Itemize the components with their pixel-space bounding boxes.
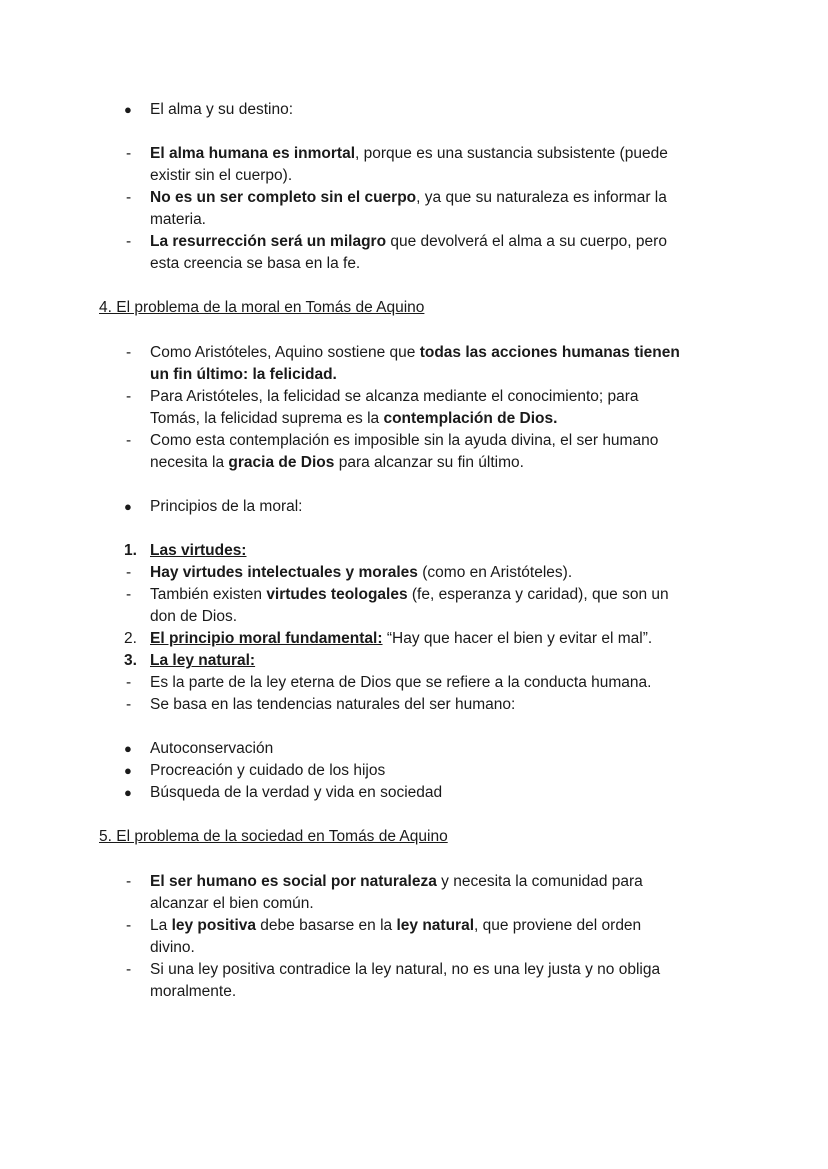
list-item xyxy=(0,187,828,209)
text-run: Tomás, la felicidad suprema es la xyxy=(150,410,384,427)
text-run: alcanzar el bien común. xyxy=(150,895,314,912)
list-item-text xyxy=(150,650,255,672)
list-item-text xyxy=(150,408,557,430)
text-run: Como esta contemplación es imposible sin la ayuda divina, el ser humano xyxy=(150,432,659,449)
dash-marker: - xyxy=(126,873,132,890)
list-item-text xyxy=(150,187,667,209)
dash-marker: - xyxy=(126,674,132,691)
text-run: que devolverá el alma a su cuerpo, pero xyxy=(386,233,667,250)
bullet-marker: ● xyxy=(124,763,132,778)
subheading-ley-natural: La ley natural: xyxy=(150,652,256,669)
text-run: Es la parte de la ley eterna de Dios que se refiere a la conducta humana. xyxy=(150,674,652,691)
bold-text: ley natural xyxy=(396,917,474,934)
list-item xyxy=(0,871,828,893)
list-item xyxy=(0,99,828,121)
list-item-continuation xyxy=(0,452,828,474)
bullet-marker: ● xyxy=(124,741,132,756)
subheading-principio: El principio moral fundamental: xyxy=(150,630,383,647)
text-run: necesita la xyxy=(150,454,229,471)
text-run: existir sin el cuerpo). xyxy=(150,167,293,184)
list-item xyxy=(0,959,828,981)
list-item-text xyxy=(150,871,643,893)
text-run: “Hay que hacer el bien y evitar el mal”. xyxy=(382,630,653,647)
dash-marker: - xyxy=(126,696,132,713)
dash-marker: - xyxy=(126,189,132,206)
bold-text: un fin último: la felicidad. xyxy=(150,366,337,383)
list-item xyxy=(0,231,828,253)
text-run: Se basa en las tendencias naturales del ser humano: xyxy=(150,696,516,713)
bullet-title-principios: Principios de la moral: xyxy=(150,498,303,515)
bold-text: contemplación de Dios. xyxy=(383,410,558,427)
text-run: para alcanzar su fin último. xyxy=(334,454,524,471)
bold-text: El ser humano es social por naturaleza xyxy=(150,873,437,890)
text-run: esta creencia se basa en la fe. xyxy=(150,255,361,272)
list-item xyxy=(0,694,828,716)
bold-text: todas las acciones humanas tienen xyxy=(419,344,680,361)
text-run: moralmente. xyxy=(150,983,237,1000)
list-item-continuation xyxy=(0,253,828,275)
text-run: debe basarse en la xyxy=(256,917,397,934)
dash-marker: - xyxy=(126,233,132,250)
list-item-continuation xyxy=(0,364,828,386)
list-item-text xyxy=(150,143,668,165)
list-item-continuation xyxy=(0,165,828,187)
text-run: divino. xyxy=(150,939,195,956)
dash-marker: - xyxy=(126,564,132,581)
dash-marker: - xyxy=(126,432,132,449)
list-item-text xyxy=(150,584,669,606)
list-item-text xyxy=(150,628,652,650)
subheading-virtudes: Las virtudes: xyxy=(150,542,247,559)
list-item xyxy=(0,562,828,584)
dash-marker: - xyxy=(126,388,132,405)
list-item-continuation xyxy=(0,981,828,1003)
list-item-text xyxy=(150,364,337,386)
list-item xyxy=(0,760,828,782)
number-marker: 2. xyxy=(124,630,137,647)
list-item xyxy=(0,386,828,408)
section-heading-4 xyxy=(0,297,828,319)
list-item-continuation xyxy=(0,893,828,915)
text-run: La xyxy=(150,917,172,934)
text-run: (como en Aristóteles). xyxy=(417,564,573,581)
numbered-item xyxy=(0,650,828,672)
number-marker: 1. xyxy=(124,542,137,559)
text-run: Como Aristóteles, Aquino sostiene que xyxy=(150,344,420,361)
bullet-marker: ● xyxy=(124,785,132,800)
list-item xyxy=(0,738,828,760)
heading-text: 4. El problema de la moral en Tomás de Aquino xyxy=(99,299,425,316)
bullet-marker: ● xyxy=(124,499,132,514)
text-run: materia. xyxy=(150,211,206,228)
text-run: (fe, esperanza y caridad), que son un xyxy=(407,586,669,603)
numbered-item xyxy=(0,540,828,562)
list-item xyxy=(0,782,828,804)
list-item-text xyxy=(150,540,246,562)
text-run: También existen xyxy=(150,586,267,603)
dash-marker: - xyxy=(126,586,132,603)
bold-text: No es un ser completo sin el cuerpo xyxy=(150,189,417,206)
bold-text: La resurrección será un milagro xyxy=(150,233,387,250)
list-item-continuation xyxy=(0,937,828,959)
list-item-text xyxy=(150,562,572,584)
bold-text: Hay virtudes intelectuales y morales xyxy=(150,564,418,581)
list-item-text xyxy=(150,452,524,474)
list-item-text xyxy=(150,915,641,937)
text-run: , porque es una sustancia subsistente (puede xyxy=(355,145,668,162)
list-item-text xyxy=(150,231,667,253)
bullet-marker: ● xyxy=(124,102,132,117)
list-item xyxy=(0,430,828,452)
dash-marker: - xyxy=(126,344,132,361)
bullet-title-alma: El alma y su destino: xyxy=(150,101,294,118)
number-marker: 3. xyxy=(124,652,137,669)
tendency-item: Procreación y cuidado de los hijos xyxy=(150,762,386,779)
list-item xyxy=(0,672,828,694)
heading-text: 5. El problema de la sociedad en Tomás de Aquino xyxy=(99,828,448,845)
bold-text: gracia de Dios xyxy=(228,454,335,471)
list-item xyxy=(0,143,828,165)
bold-text: ley positiva xyxy=(171,917,256,934)
list-item xyxy=(0,496,828,518)
tendency-item: Autoconservación xyxy=(150,740,274,757)
dash-marker: - xyxy=(126,961,132,978)
text-run: , que proviene del orden xyxy=(474,917,642,934)
text-run: y necesita la comunidad para xyxy=(436,873,643,890)
tendency-item: Búsqueda de la verdad y vida en sociedad xyxy=(150,784,443,801)
list-item-text xyxy=(150,342,680,364)
list-item-continuation xyxy=(0,408,828,430)
section-heading-5 xyxy=(0,826,828,848)
dash-marker: - xyxy=(126,145,132,162)
numbered-item xyxy=(0,628,828,650)
list-item xyxy=(0,342,828,364)
bold-text: El alma humana es inmortal xyxy=(150,145,356,162)
list-item xyxy=(0,915,828,937)
text-run: Si una ley positiva contradice la ley natural, no es una ley justa y no obliga xyxy=(150,961,661,978)
text-run: , ya que su naturaleza es informar la xyxy=(416,189,667,206)
list-item-continuation xyxy=(0,606,828,628)
bold-text: virtudes teologales xyxy=(266,586,408,603)
list-item-continuation xyxy=(0,209,828,231)
text-run: don de Dios. xyxy=(150,608,238,625)
text-run: Para Aristóteles, la felicidad se alcanza mediante el conocimiento; para xyxy=(150,388,639,405)
list-item xyxy=(0,584,828,606)
dash-marker: - xyxy=(126,917,132,934)
